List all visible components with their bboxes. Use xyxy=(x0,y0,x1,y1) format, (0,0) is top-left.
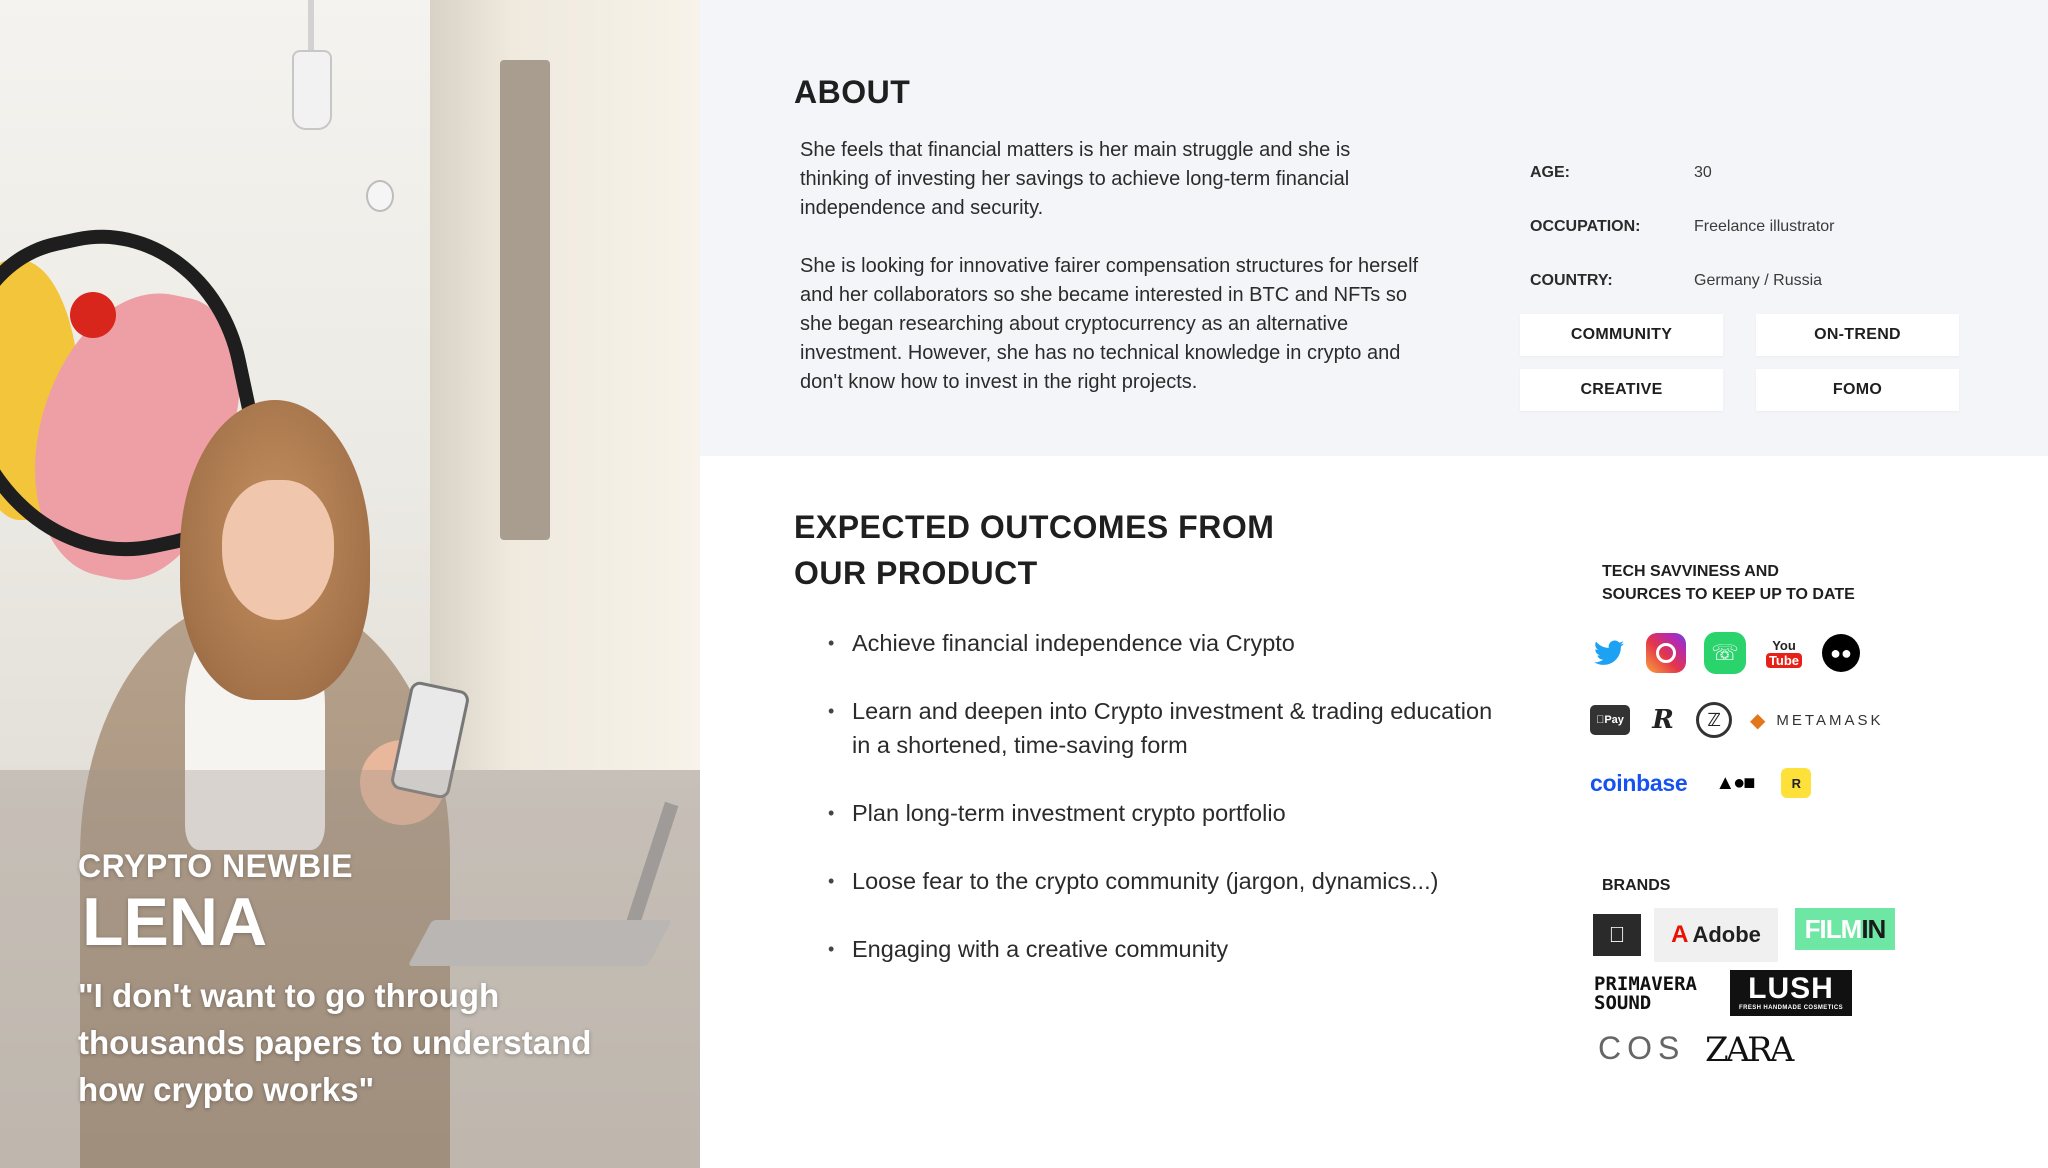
photo-art-dot xyxy=(70,292,116,338)
rarible-icon: R xyxy=(1781,768,1811,798)
tag-on-trend: ON-TREND xyxy=(1756,314,1959,356)
fact-label: OCCUPATION: xyxy=(1530,218,1641,235)
fact-label: AGE: xyxy=(1530,164,1570,181)
metamask-icon: ◆ METAMASK xyxy=(1750,709,1884,732)
zara-logo: ZARA xyxy=(1705,1030,1792,1070)
persona-caption xyxy=(78,848,678,1113)
tag-creative: CREATIVE xyxy=(1520,369,1723,411)
outcomes-title-line: OUR PRODUCT xyxy=(794,555,1038,591)
outcomes-title xyxy=(794,504,1394,596)
coinbase-icon: coinbase xyxy=(1590,769,1688,796)
persona-name: LENA xyxy=(82,884,268,960)
zeta-icon: ℤ xyxy=(1696,702,1732,738)
tech-icons-row-3 xyxy=(1590,768,1829,798)
adobe-logo: A Adobe xyxy=(1654,908,1778,962)
outcomes-title-line: EXPECTED OUTCOMES FROM xyxy=(794,509,1275,545)
about-paragraph: She feels that financial matters is her main struggle and she is thinking of investing her savings to achieve long-term financial independence and security. xyxy=(800,139,1351,219)
outcome-item: • Learn and deepen into Crypto investment & trading education in a shortened, time-saving form xyxy=(852,694,1512,762)
photo-camera xyxy=(366,180,394,212)
fact-row-country xyxy=(1530,254,1930,308)
outcomes-list xyxy=(852,626,1512,1000)
fact-label: COUNTRY: xyxy=(1530,272,1613,289)
cos-logo: COS xyxy=(1598,1030,1686,1066)
apple-pay-icon: Pay xyxy=(1590,705,1630,735)
filmin-logo: FILM IN xyxy=(1795,908,1895,950)
primavera-sound-logo: PRIMAVERA SOUND xyxy=(1594,973,1697,1014)
shapes-icon: ▲●■ xyxy=(1715,771,1754,794)
twitter-icon xyxy=(1590,634,1628,672)
tag-community: COMMUNITY xyxy=(1520,314,1723,356)
tech-title-line: TECH SAVVINESS AND xyxy=(1602,563,1779,580)
photo-window xyxy=(430,0,700,780)
persona-quote: "I don't want to go through thousands papers to understand how crypto works" xyxy=(78,976,592,1108)
r-app-icon: R xyxy=(1652,705,1674,735)
whatsapp-icon: ☏ xyxy=(1704,632,1746,674)
instagram-icon xyxy=(1646,633,1686,673)
fact-row-occupation xyxy=(1530,200,1930,254)
persona-role: CRYPTO NEWBIE xyxy=(78,848,353,884)
fact-value: 30 xyxy=(1694,164,1712,181)
tech-savviness-title xyxy=(1602,560,1902,606)
persona-facts xyxy=(1530,146,1930,308)
outcome-item: • Loose fear to the crypto community (jargon, dynamics...) xyxy=(852,864,1512,898)
persona-photo xyxy=(0,0,700,1168)
outcome-item: • Achieve financial independence via Crypto xyxy=(852,626,1512,660)
persona-tags xyxy=(1520,314,1959,411)
fact-row-age xyxy=(1530,146,1930,200)
about-section xyxy=(700,0,2048,456)
photo-lamp xyxy=(292,50,332,130)
lush-logo: LUSH FRESH HANDMADE COSMETICS xyxy=(1730,970,1852,1016)
tech-icons-row-2 xyxy=(1590,702,1901,738)
photo-window-frame xyxy=(500,60,550,540)
about-paragraph: She is looking for innovative fairer compensation structures for herself and her collaborators so she became interested in BTC and NFTs so she began researching about cryptocurrency as an alternative investment. However, she has no technical knowledge in crypto and don't know how to invest in the right projects. xyxy=(800,255,1419,393)
photo-lamp-rod xyxy=(308,0,314,55)
tech-title-line: SOURCES TO KEEP UP TO DATE xyxy=(1602,586,1855,603)
medium-icon: ●● xyxy=(1822,634,1860,672)
youtube-icon: You Tube xyxy=(1764,632,1804,674)
about-title: ABOUT xyxy=(794,74,911,110)
tech-icons-row-1 xyxy=(1590,632,1878,674)
brands-title: BRANDS xyxy=(1602,877,1671,894)
about-text xyxy=(800,136,1420,397)
outcome-item: • Engaging with a creative community xyxy=(852,932,1512,966)
tag-fomo: FOMO xyxy=(1756,369,1959,411)
fact-value: Germany / Russia xyxy=(1694,272,1823,289)
apple-logo-icon xyxy=(1593,914,1641,956)
fact-value: Freelance illustrator xyxy=(1694,218,1835,235)
outcome-item: • Plan long-term investment crypto portfolio xyxy=(852,796,1512,830)
photo-person-face xyxy=(222,480,334,620)
